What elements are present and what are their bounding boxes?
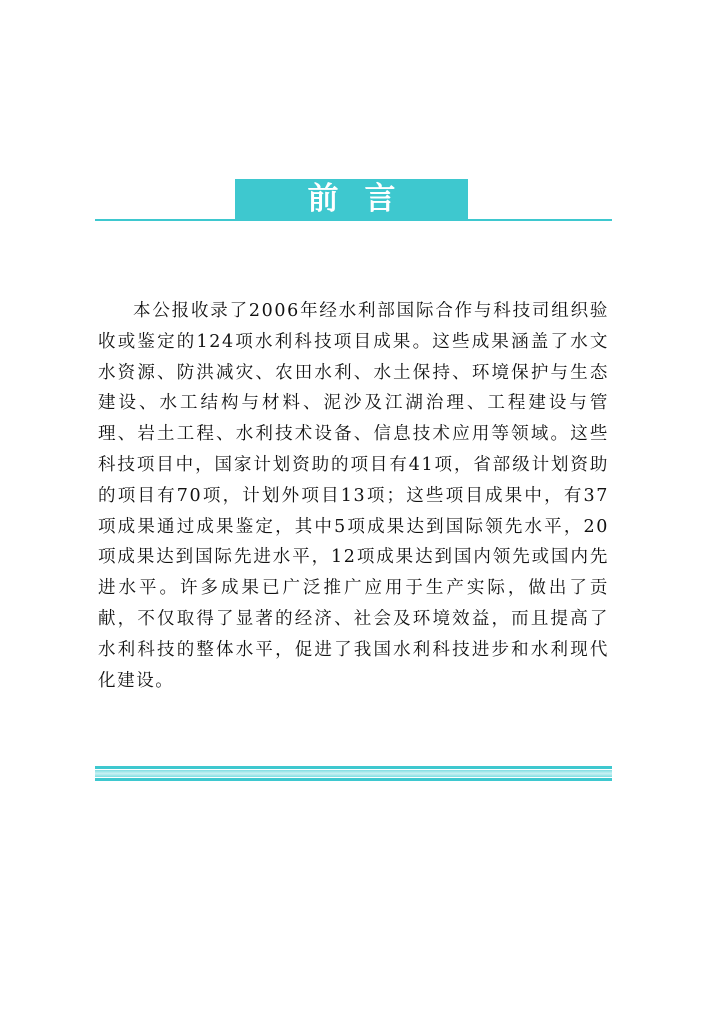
footer-divider [95, 766, 612, 781]
preface-paragraph: 本公报收录了2006年经水利部国际合作与科技司组织验收或鉴定的124项水利科技项目成果。这些成果涵盖了水文水资源、防洪减灾、农田水利、水土保持、环境保护与生态建设、水工结构与材料、泥沙及江湖治理、工程建设与管理、岩土工程、水利技术设备、信息技术应用等领域。这些科技项目中，国家计划资助的项目有41项，省部级计划资助的项目有70项，计划外项目13项；这些项目成果中，有37项成果通过成果鉴定，其中5项成果达到国际领先水平，20项成果达到国际先进水平，12项成果达到国内领先或国内先进水平。许多成果已广泛推广应用于生产实际，做出了贡献，不仅取得了显著的经济、社会及环境效益，而且提高了水利科技的整体水平，促进了我国水利科技进步和水利现代化建设。 [98, 301, 609, 691]
footer-divider-middle-band [95, 770, 612, 777]
title-banner [235, 179, 468, 220]
page-title: 前言 [307, 181, 422, 217]
title-underline [95, 219, 612, 221]
footer-divider-bottom-line [95, 778, 612, 781]
footer-divider-top-line [95, 766, 612, 769]
